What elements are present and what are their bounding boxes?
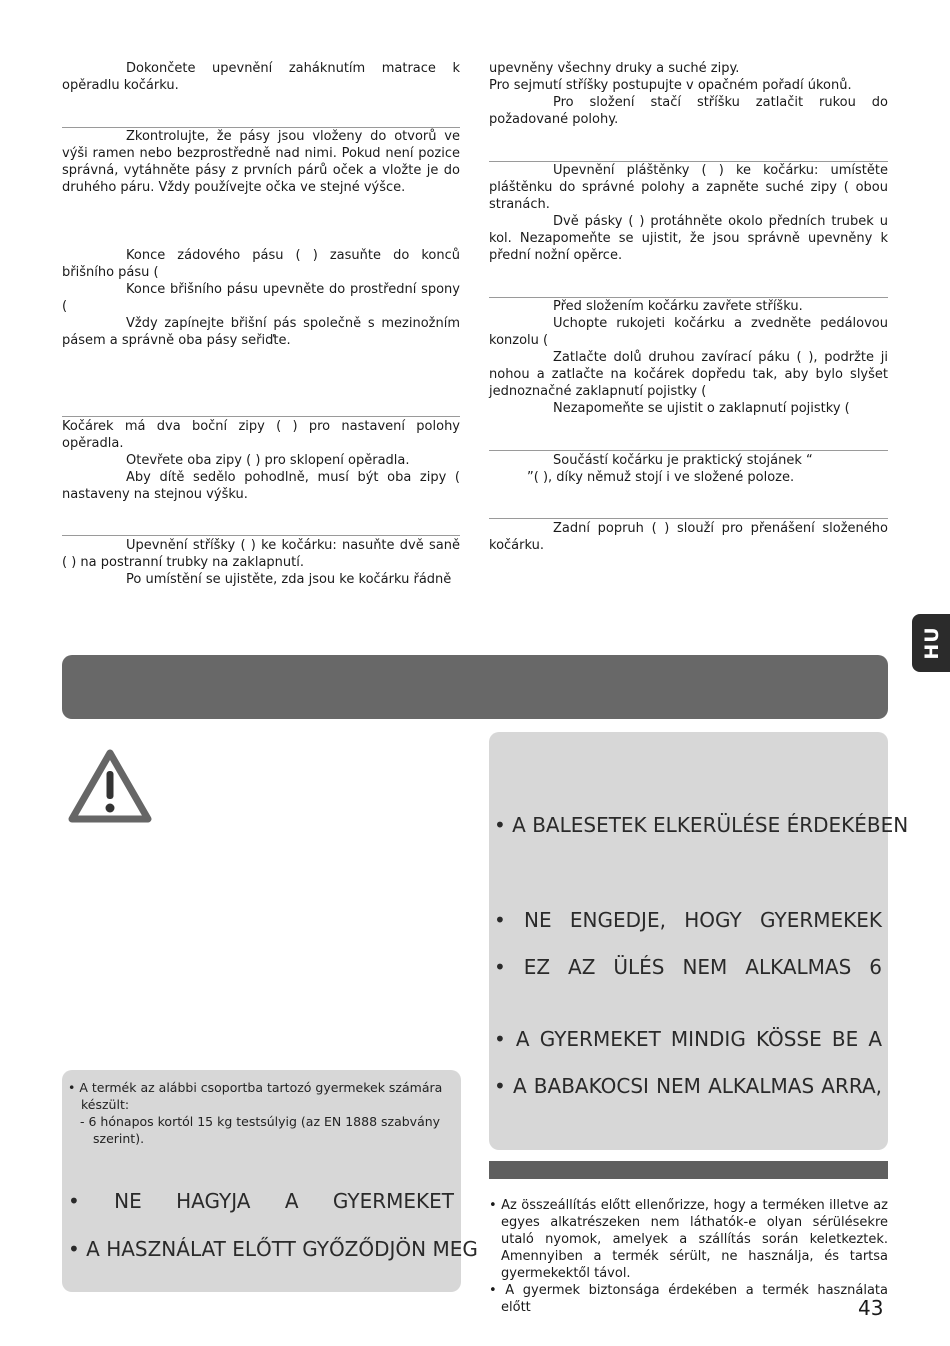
paragraph: Vždy zapínejte břišní pás společně s mezinožním pásem a správně oba pásy seřiďte. (62, 316, 460, 348)
left-section-2 (62, 128, 460, 196)
divider (489, 450, 888, 451)
paragraph: Kočárek má dva boční zipy ( ) pro nastavení polohy opěradla. (62, 419, 460, 451)
paragraph: Pro sejmutí stříšky postupujte v opačném pořadí úkonů. (489, 78, 852, 93)
warning-line: • NE HAGYJA A GYERMEKET (68, 1189, 454, 1213)
list-item: • A gyermek biztonsága érdekében a termék használata előtt (489, 1283, 888, 1315)
paragraph: Konce zádového pásu ( ) zasuňte do konců břišního pásu ( (62, 248, 460, 280)
paragraph: Pro složení stačí stříšku zatlačit rukou do požadované polohy. (489, 95, 888, 127)
left-section-1 (62, 60, 460, 94)
divider (489, 518, 888, 519)
divider (62, 416, 460, 417)
right-section-4 (489, 452, 888, 486)
paragraph: ”( ), díky němuž stojí i ve složené poloze. (527, 470, 795, 485)
paragraph: Upevnění stříšky ( ) ke kočárku: nasuňte dvě saně ( ) na postranní trubky na zaklapnutí. (62, 538, 460, 570)
right-section-2 (489, 162, 888, 264)
warning-line: • A BALESETEK ELKERÜLÉSE ÉRDEKÉBEN (494, 813, 909, 837)
right-section-1 (489, 60, 888, 128)
list-item: • Az összeállítás előtt ellenőrizze, hogy a terméken illetve az egyes alkatrészeken nem láthatók-e olyan sérülésekre utaló nyomok, amelyek a szállítás során keletkeztek. Amennyiben a termék sérült, ne használja, és tartsa gyermekektől távol. (489, 1198, 888, 1281)
section-banner (62, 655, 888, 719)
paragraph: Uchopte rukojeti kočárku a zvedněte pedálovou konzolu ( (489, 316, 888, 348)
paragraph: Zkontrolujte, že pásy jsou vloženy do otvorů ve výši ramen nebo bezprostředně nad nimi. Pokud není pozice správná, vytáhněte pásy z prvních párů oček a vložte je do druhého páru. Vždy používejte očka ve stejné výšce. (62, 129, 460, 195)
paragraph: upevněny všechny druky a suché zipy. (489, 61, 740, 76)
paragraph: Dokončete upevnění zaháknutím matrace k opěradlu kočárku. (62, 61, 460, 93)
paragraph: Konce břišního pásu upevněte do prostřední spony ( (62, 282, 460, 314)
paragraph: Otevřete oba zipy ( ) pro sklopení opěradla. (126, 453, 410, 468)
left-section-5 (62, 537, 460, 588)
warning-line: • NE ENGEDJE, HOGY GYERMEKEK (494, 908, 882, 932)
paragraph: Součástí kočárku je praktický stojánek “ (553, 453, 813, 468)
paragraph: Dvě pásky ( ) protáhněte okolo předních trubek u kol. Nezapomeňte se ujistit, že jsou správně upevněny k přední nožní opěrce. (489, 214, 888, 263)
safety-notes (489, 1197, 888, 1316)
paragraph: Zatlačte dolů druhou zavírací páku ( ), podržte ji nohou a zatlačte na kočárek dopředu tak, aby bylo slyšet jednoznačné zaklapnutí pojistky ( (489, 350, 888, 399)
left-section-4 (62, 418, 460, 503)
paragraph: Nezapomeňte se ujistit o zaklapnutí pojistky ( (553, 401, 850, 416)
paragraph: Aby dítě sedělo pohodlně, musí být oba zipy ( nastaveny na stejnou výšku. (62, 470, 460, 502)
paragraph: Zadní popruh ( ) slouží pro přenášení složeného kočárku. (489, 521, 888, 553)
section-header-bar (489, 1161, 888, 1179)
list-subitem: - 6 hónapos kortól 15 kg testsúlyig (az EN 1888 szabvány szerint). (80, 1114, 441, 1146)
paragraph: Po umístění se ujistěte, zda jsou ke kočárku řádně (126, 572, 452, 587)
page-number: 43 (858, 1296, 884, 1320)
warning-triangle-icon (68, 747, 152, 829)
paragraph: Před složením kočárku zavřete stříšku. (553, 299, 803, 314)
warning-line: • A HASZNÁLAT ELŐTT GYŐZŐDJÖN MEG (68, 1237, 478, 1261)
right-section-3 (489, 298, 888, 417)
divider (62, 535, 460, 536)
warning-line: • EZ AZ ÜLÉS NEM ALKALMAS 6 (494, 955, 882, 979)
warning-line: • A GYERMEKET MINDIG KÖSSE BE A (494, 1027, 882, 1051)
right-section-5 (489, 520, 888, 554)
age-group-list (68, 1079, 456, 1147)
list-item: • A termék az alábbi csoportba tartozó gyermekek számára készült: (68, 1080, 443, 1112)
warning-line: • A BABAKOCSI NEM ALKALMAS ARRA, (494, 1074, 882, 1098)
language-tab (912, 614, 950, 672)
language-tab-label: HU (921, 626, 943, 660)
paragraph: Upevnění pláštěnky ( ) ke kočárku: umístěte pláštěnku do správné polohy a zapněte suché zipy ( obou stranách. (489, 163, 888, 212)
left-section-3 (62, 247, 460, 349)
